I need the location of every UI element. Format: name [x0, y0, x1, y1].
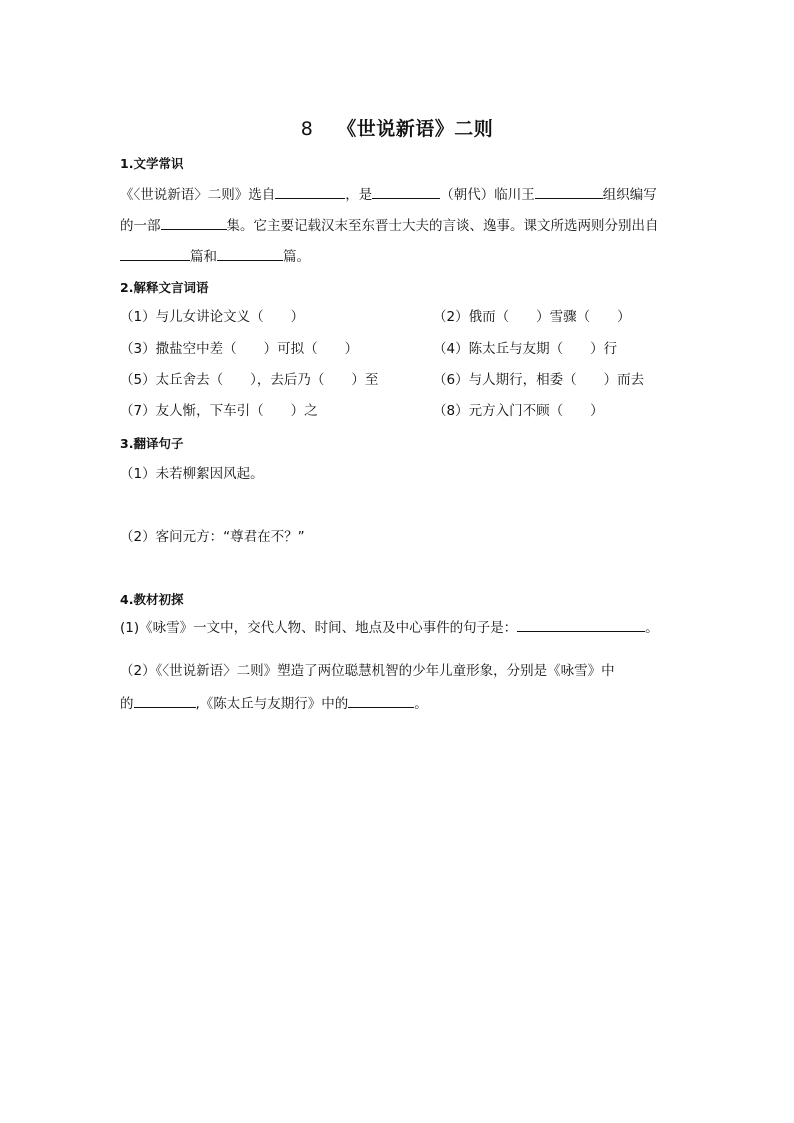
text-fragment: 。: [414, 696, 428, 712]
text-fragment: 《〈世说新语〉二则》选自: [120, 187, 276, 203]
fill-blank-source[interactable]: [275, 184, 345, 199]
text-fragment: 篇和: [190, 249, 217, 265]
text-fragment: 。: [645, 620, 659, 636]
section-heading-literature: 1.文学常识: [120, 156, 184, 171]
text-fragment: 集。它主要记载汉末至东晋士大夫的言谈、逸事。课文所选两则分别出自: [226, 218, 659, 234]
literature-line-3: [120, 246, 310, 266]
vocab-item: （7）友人惭，下车引（ ）之: [120, 403, 318, 419]
literature-line-2: [120, 215, 659, 235]
text-fragment: ，是: [345, 187, 373, 203]
textbook-question-2-line-2: [120, 693, 428, 713]
lesson-number: 8: [300, 118, 314, 140]
translation-question-2: （2）客问元方：“尊君在不？”: [120, 529, 305, 545]
fill-blank-genre[interactable]: [161, 215, 227, 230]
text-fragment: ,《陈太丘与友期行》中的: [195, 696, 349, 712]
lesson-title: 《世说新语》二则: [337, 118, 494, 140]
vocab-item: （6）与人期行，相委（ ）而去: [433, 372, 645, 388]
textbook-question-2-line-1: （2）《〈世说新语〉二则》塑造了两位聪慧机智的少年儿童形象，分别是《咏雪》中: [120, 663, 615, 679]
text-fragment: 组织编写: [602, 187, 657, 203]
vocab-item: （3）撒盐空中差（ ）可拟（ ）: [120, 341, 359, 357]
vocab-item: （2）俄而（ ）雪骤（ ）: [433, 309, 631, 325]
fill-blank-dynasty[interactable]: [535, 184, 603, 199]
vocab-item: （5）太丘舍去（ ），去后乃（ ）至: [120, 372, 379, 388]
section-heading-translation: 3.翻译句子: [120, 436, 184, 451]
text-fragment: 篇。: [283, 249, 310, 265]
fill-blank-key-sentence[interactable]: [517, 617, 645, 632]
vocab-item: （1）与儿女讲论文义（ ）: [120, 309, 305, 325]
text-fragment: 的: [120, 696, 134, 712]
vocab-item: （8）元方入门不顾（ ）: [433, 403, 604, 419]
textbook-question-1: [120, 617, 659, 637]
fill-blank-chapter-2[interactable]: [217, 246, 283, 261]
vocab-item: （4）陈太丘与友期（ ）行: [433, 341, 618, 357]
page-title: [0, 114, 794, 141]
text-fragment: （朝代）临川王: [440, 187, 535, 203]
text-fragment: 的一部: [120, 218, 161, 234]
translation-question-1: （1）未若柳絮因风起。: [120, 466, 264, 482]
fill-blank-child-1[interactable]: [134, 693, 196, 708]
fill-blank-author[interactable]: [372, 184, 440, 199]
fill-blank-chapter-1[interactable]: [120, 246, 190, 261]
text-fragment: (1)《咏雪》一文中，交代人物、时间、地点及中心事件的句子是：: [120, 620, 518, 636]
literature-line-1: [120, 184, 657, 204]
section-heading-vocabulary: 2.解释文言词语: [120, 280, 209, 295]
fill-blank-child-2[interactable]: [348, 693, 414, 708]
section-heading-textbook: 4.教材初探: [120, 592, 184, 607]
